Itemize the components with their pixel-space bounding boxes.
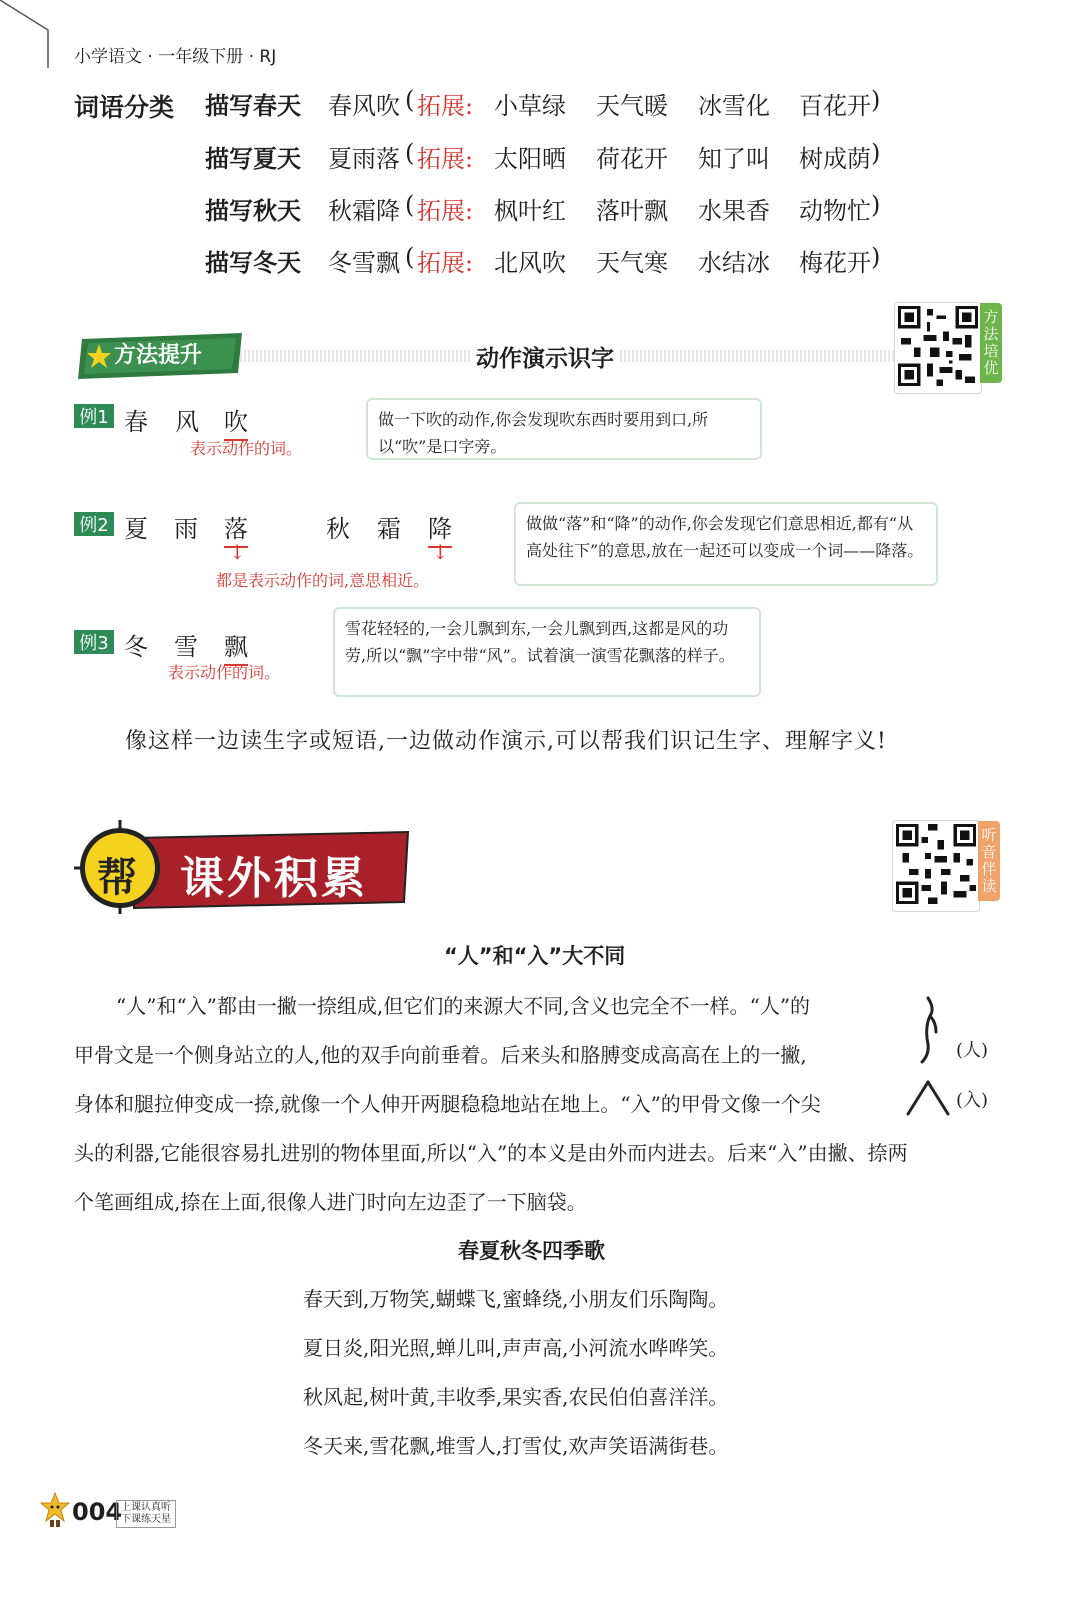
qr-tab-method: 方法培优 — [980, 303, 1002, 383]
example-char-highlight: 落 — [224, 509, 248, 548]
example-badge: 例1 — [74, 404, 114, 428]
ext-item: 水果香 — [698, 197, 770, 225]
poem-line: 春天到,万物笑,蝴蝶飞,蜜蜂绕,小朋友们乐陶陶。 — [303, 1287, 729, 1311]
ext-label: 拓展: — [417, 145, 474, 173]
qr-code-icon — [896, 824, 976, 904]
footer-slogan — [116, 1500, 176, 1528]
article-line: 身体和腿拉伸变成一捺,就像一个人伸开两腿稳稳地站在地上。“入”的甲骨文像一个尖 — [74, 1092, 821, 1116]
ext-open: ( — [405, 139, 415, 167]
poem-line: 冬天来,雪花飘,堆雪人,打雪仗,欢声笑语满街巷。 — [303, 1434, 729, 1458]
row-category: 描写秋天 — [205, 197, 301, 225]
method-banner-label: 方法提升 — [114, 343, 203, 368]
ext-item: 水结冰 — [698, 249, 770, 277]
example-char: 霜 — [377, 515, 401, 543]
slogan-line: 下课练天星 — [121, 1514, 171, 1525]
method-title: 动作演示识字 — [470, 340, 620, 373]
ext-label: 拓展: — [417, 197, 474, 225]
example-note: 表示动作的词。 — [168, 663, 281, 682]
row-word: 春风吹 — [328, 92, 400, 120]
example-char-highlight: 飘 — [224, 627, 248, 666]
slogan-line: 上课认真听 — [121, 1502, 171, 1513]
example-bubble: 做一下吹的动作,你会发现吹东西时要用到口,所以“吹”是口字旁。 — [366, 398, 762, 460]
example-bubble: 做做“落”和“降”的动作,你会发现它们意思相近,都有“从高处往下”的意思,放在一起还可以变成一个词——降落。 — [514, 502, 938, 586]
ext-label: 拓展: — [417, 92, 474, 120]
poem-title: 春夏秋冬四季歌 — [458, 1239, 605, 1263]
poem-line: 秋风起,树叶黄,丰收季,果实香,农民伯伯喜洋洋。 — [303, 1385, 729, 1409]
row-word: 冬雪飘 — [328, 249, 400, 277]
article-line: “人”和“入”都由一撇一捺组成,但它们的来源大不同,含义也完全不一样。“人”的 — [116, 994, 811, 1018]
extra-badge: 帮 — [97, 855, 137, 901]
row-word: 秋霜降 — [328, 197, 400, 225]
row-category: 描写冬天 — [205, 249, 301, 277]
star-icon — [86, 343, 112, 369]
page-number: 004 — [72, 1498, 123, 1526]
ext-close: ) — [871, 86, 881, 114]
ext-item: 树成荫 — [799, 145, 871, 173]
qr-code-listen[interactable] — [892, 820, 980, 912]
oracle-label: (人) — [956, 1040, 989, 1061]
ext-close: ) — [871, 139, 881, 167]
example-char: 雨 — [174, 515, 198, 543]
example-note: 都是表示动作的词,意思相近。 — [216, 571, 430, 590]
classification-row — [205, 139, 925, 173]
ext-item: 冰雪化 — [698, 92, 770, 120]
article-line: 甲骨文是一个侧身站立的人,他的双手向前垂着。后来头和胳膊变成高高在上的一撇, — [74, 1043, 807, 1067]
oracle-ru-glyph — [904, 1080, 952, 1116]
corner-decoration — [0, 0, 60, 70]
ext-item: 小草绿 — [494, 92, 566, 120]
mascot-star-icon — [40, 1492, 70, 1528]
row-category: 描写春天 — [205, 92, 301, 120]
method-summary: 像这样一边读生字或短语,一边做动作演示,可以帮我们识记生字、理解字义! — [125, 729, 887, 754]
article-line: 个笔画组成,捺在上面,很像人进门时向左边歪了一下脑袋。 — [74, 1190, 587, 1214]
ext-item: 荷花开 — [596, 145, 668, 173]
example-bubble: 雪花轻轻的,一会儿飘到东,一会儿飘到西,这都是风的功劳,所以“飘”字中带“风”。试着演一演雪花飘落的样子。 — [333, 607, 761, 697]
example-note: 表示动作的词。 — [190, 439, 303, 458]
example-char: 春 — [124, 408, 148, 436]
classification-row — [205, 86, 925, 120]
ext-item: 天气寒 — [596, 249, 668, 277]
example-char: 风 — [175, 408, 199, 436]
ext-item: 落叶飘 — [596, 197, 668, 225]
ext-item: 北风吹 — [494, 249, 566, 277]
extra-title: 课外积累 — [180, 853, 368, 904]
arrow-down-icon: ↓ — [229, 540, 246, 564]
ext-item: 梅花开 — [799, 249, 871, 277]
qr-tab-listen: 听音伴读 — [978, 821, 1000, 901]
example-badge: 例3 — [74, 630, 114, 654]
ext-item: 动物忙 — [799, 197, 871, 225]
example-char: 雪 — [174, 633, 198, 661]
arrow-down-icon: ↓ — [432, 540, 449, 564]
classification-row — [205, 243, 925, 277]
ext-open: ( — [405, 191, 415, 219]
example-char: 夏 — [124, 515, 148, 543]
qr-code-icon — [898, 306, 978, 386]
example-char: 冬 — [124, 633, 148, 661]
article-line: 头的利器,它能很容易扎进别的物体里面,所以“入”的本义是由外而内进去。后来“入”由撇、捺两 — [74, 1141, 908, 1165]
qr-code-method[interactable] — [894, 302, 982, 394]
oracle-label: (入) — [956, 1090, 989, 1111]
ext-open: ( — [405, 86, 415, 114]
oracle-ren-glyph — [914, 996, 944, 1064]
row-category: 描写夏天 — [205, 145, 301, 173]
page-header: 小学语文 · 一年级下册 · RJ — [74, 47, 277, 67]
ext-close: ) — [871, 191, 881, 219]
ext-open: ( — [405, 243, 415, 271]
ext-close: ) — [871, 243, 881, 271]
poem-line: 夏日炎,阳光照,蝉儿叫,声声高,小河流水哗哗笑。 — [303, 1336, 729, 1360]
ext-item: 太阳晒 — [494, 145, 566, 173]
ext-item: 知了叫 — [698, 145, 770, 173]
example-char: 秋 — [326, 515, 350, 543]
example-char-highlight: 降 — [428, 509, 452, 548]
article-title: “人”和“入”大不同 — [444, 944, 626, 968]
ext-label: 拓展: — [417, 249, 474, 277]
classification-label: 词语分类 — [74, 93, 175, 122]
ext-item: 百花开 — [799, 92, 871, 120]
row-word: 夏雨落 — [328, 145, 400, 173]
example-badge: 例2 — [74, 512, 114, 536]
ext-item: 天气暖 — [596, 92, 668, 120]
classification-row — [205, 191, 925, 225]
example-char-highlight: 吹 — [224, 402, 248, 441]
ext-item: 枫叶红 — [494, 197, 566, 225]
